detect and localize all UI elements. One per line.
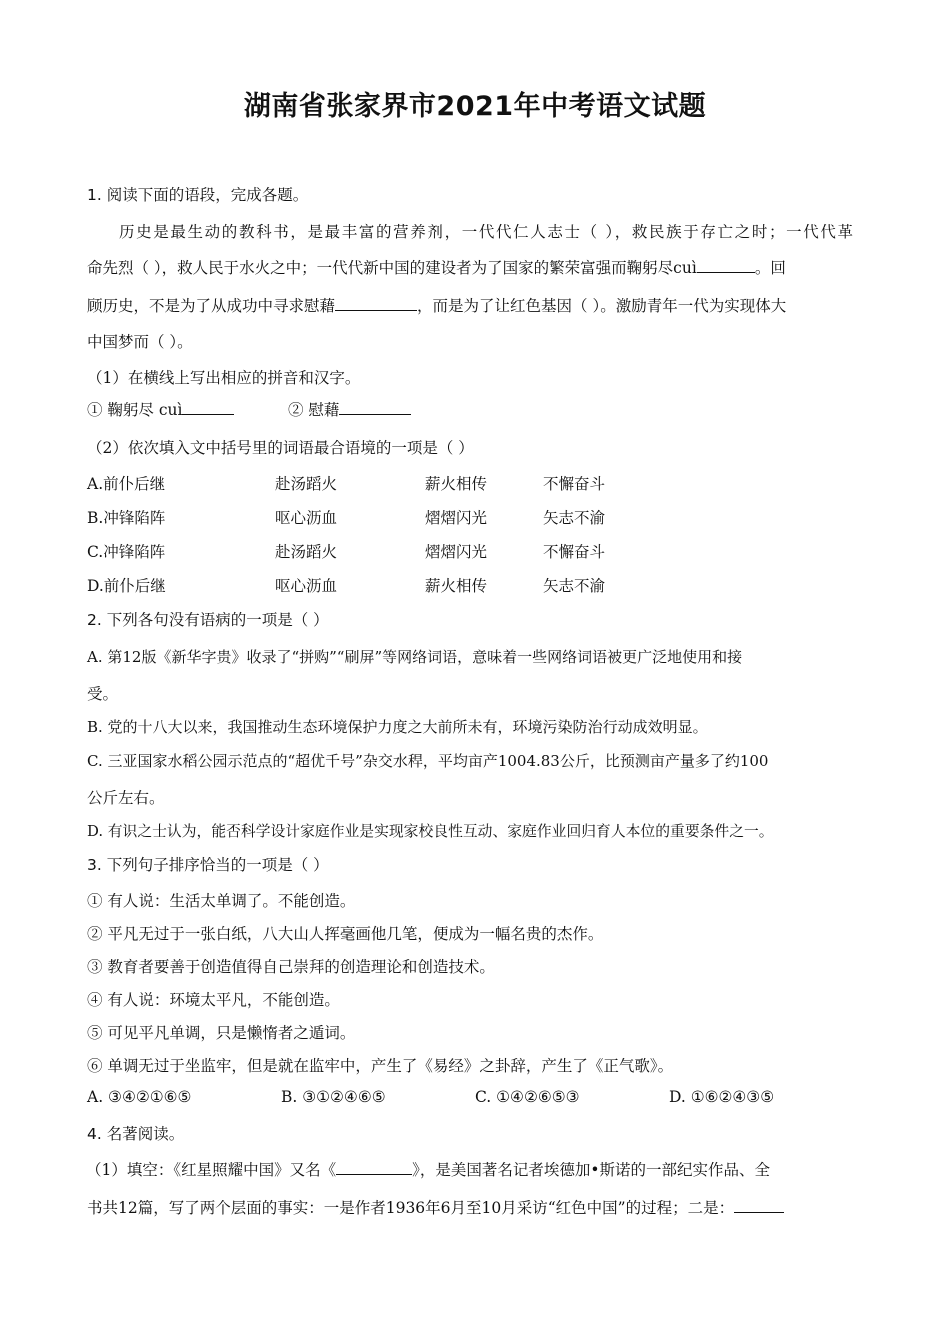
q1-passage-line-2-text: 命先烈（ ），救人民于水火之中；一代代新中国的建设者为了国家的繁荣富强而鞠躬尽cuì (87, 259, 697, 277)
q2-heading: 2. 下列各句没有语病的一项是（ ） (87, 611, 329, 629)
option-cell: 不懈奋斗 (543, 475, 606, 493)
q4-line-1-end: 》，是美国著名记者埃德加•斯诺的一部纪实作品、全 (412, 1161, 771, 1179)
q1-sub1-b-label: ② 慰藉 (288, 401, 340, 419)
q1-blank-cui (697, 258, 755, 273)
q1-sub1-a-label: ① 鞠躬尽 cuì (87, 401, 183, 419)
q1-passage-line-2-end: 。回 (754, 259, 786, 277)
option-cell: 熠熠闪光 (425, 509, 488, 527)
option-cell: 呕心沥血 (275, 509, 338, 527)
q4-line-2-text: 书共12篇，写了两个层面的事实：一是作者1936年6月至10月采访“红色中国”的过程；二是： (87, 1199, 735, 1217)
q2-option-d[interactable]: D. 有识之士认为，能否科学设计家庭作业是实现家校良性互动、家庭作业回归育人本位的重要条件之一。 (87, 823, 774, 840)
q3-option-c[interactable]: C. ①④②⑥⑤③ (475, 1088, 580, 1106)
option-cell: 不懈奋斗 (543, 543, 606, 561)
q1-blank-weijie (335, 296, 417, 311)
option-cell: 薪火相传 (425, 577, 488, 595)
q3-option-a[interactable]: A. ③④②①⑥⑤ (87, 1088, 192, 1106)
option-cell: 矢志不渝 (543, 577, 606, 595)
option-cell: A.前仆后继 (87, 475, 166, 493)
q1-passage-line-3-end: ，而是为了让红色基因（ ）。激励青年一代为实现体大 (417, 297, 787, 315)
q1-passage-line-3 (87, 294, 786, 316)
q1-sub1-b (288, 398, 411, 420)
q1-sub2: （2）依次填入文中括号里的词语最合语境的一项是（ ） (87, 439, 474, 457)
q1-passage-line-2 (87, 256, 786, 278)
q3-sentence-2: ② 平凡无过于一张白纸，八大山人挥毫画他几笔，便成为一幅名贵的杰作。 (87, 925, 604, 943)
option-cell: 薪火相传 (425, 475, 488, 493)
option-cell: B.冲锋陷阵 (87, 509, 166, 527)
q3-option-b[interactable]: B. ③①②④⑥⑤ (281, 1088, 386, 1106)
q4-heading: 4. 名著阅读。 (87, 1125, 185, 1143)
q4-line-1 (86, 1158, 770, 1180)
q3-heading: 3. 下列句子排序恰当的一项是（ ） (87, 856, 329, 874)
q2-option-a-cont: 受。 (87, 685, 119, 703)
option-cell: D.前仆后继 (87, 577, 166, 595)
option-cell: 赴汤蹈火 (275, 475, 338, 493)
option-cell: 赴汤蹈火 (275, 543, 338, 561)
q1-sub1-a (87, 398, 234, 420)
q1-passage-line-4: 中国梦而（ ）。 (87, 333, 193, 351)
q3-sentence-4: ④ 有人说：环境太平凡，不能创造。 (87, 991, 340, 1009)
q3-option-d[interactable]: D. ①⑥②④③⑤ (669, 1088, 775, 1106)
q1-passage-line-3-text: 顾历史，不是为了从成功中寻求慰藉 (87, 297, 336, 315)
q2-option-c[interactable]: C. 三亚国家水稻公园示范点的“超优千号”杂交水稈，平均亩产1004.83公斤，比预测亩产量多了约100 (87, 752, 769, 770)
q1-sub1-b-blank[interactable] (339, 400, 411, 415)
q1-passage-line-1: 历史是最生动的教科书，是最丰富的营养剂，一代代仁人志士（ ），救民族于存亡之时；一代代革 (119, 223, 853, 241)
q4-line-2 (87, 1196, 784, 1218)
option-cell: 矢志不渝 (543, 509, 606, 527)
q3-sentence-3: ③ 教育者要善于创造值得自己崇拜的创造理论和创造技术。 (87, 958, 495, 976)
q3-sentence-5: ⑤ 可见平凡单调，只是懒惰者之遁词。 (87, 1024, 356, 1042)
q1-heading: 1. 阅读下面的语段，完成各题。 (87, 186, 309, 204)
q1-sub1: （1）在横线上写出相应的拼音和汉字。 (87, 369, 361, 387)
q2-option-c-cont: 公斤左右。 (87, 789, 165, 807)
q4-blank-second[interactable] (734, 1198, 784, 1213)
option-cell: 熠熠闪光 (425, 543, 488, 561)
q2-option-a[interactable]: A. 第12版《新华字贵》收录了“拼购”“刷屏”等网络词语，意味着一些网络词语被更广泛地使用和接 (87, 648, 743, 666)
option-cell: 呕心沥血 (275, 577, 338, 595)
q4-blank-alt-title[interactable] (336, 1160, 412, 1175)
option-cell: C.冲锋陷阵 (87, 543, 166, 561)
q2-option-b[interactable]: B. 党的十八大以来，我国推动生态环境保护力度之大前所未有，环境污染防治行动成效明显。 (87, 718, 708, 736)
page-title: 湖南省张家界市2021年中考语文试题 (243, 91, 707, 122)
q3-sentence-1: ① 有人说：生活太单调了。不能创造。 (87, 892, 356, 910)
q3-sentence-6: ⑥ 单调无过于坐监牢，但是就在监牢中，产生了《易经》之卦辞，产生了《正气歌》。 (87, 1057, 674, 1075)
q1-sub1-a-blank[interactable] (182, 400, 234, 415)
q4-line-1-text: （1）填空：《红星照耀中国》又名《 (86, 1161, 337, 1179)
